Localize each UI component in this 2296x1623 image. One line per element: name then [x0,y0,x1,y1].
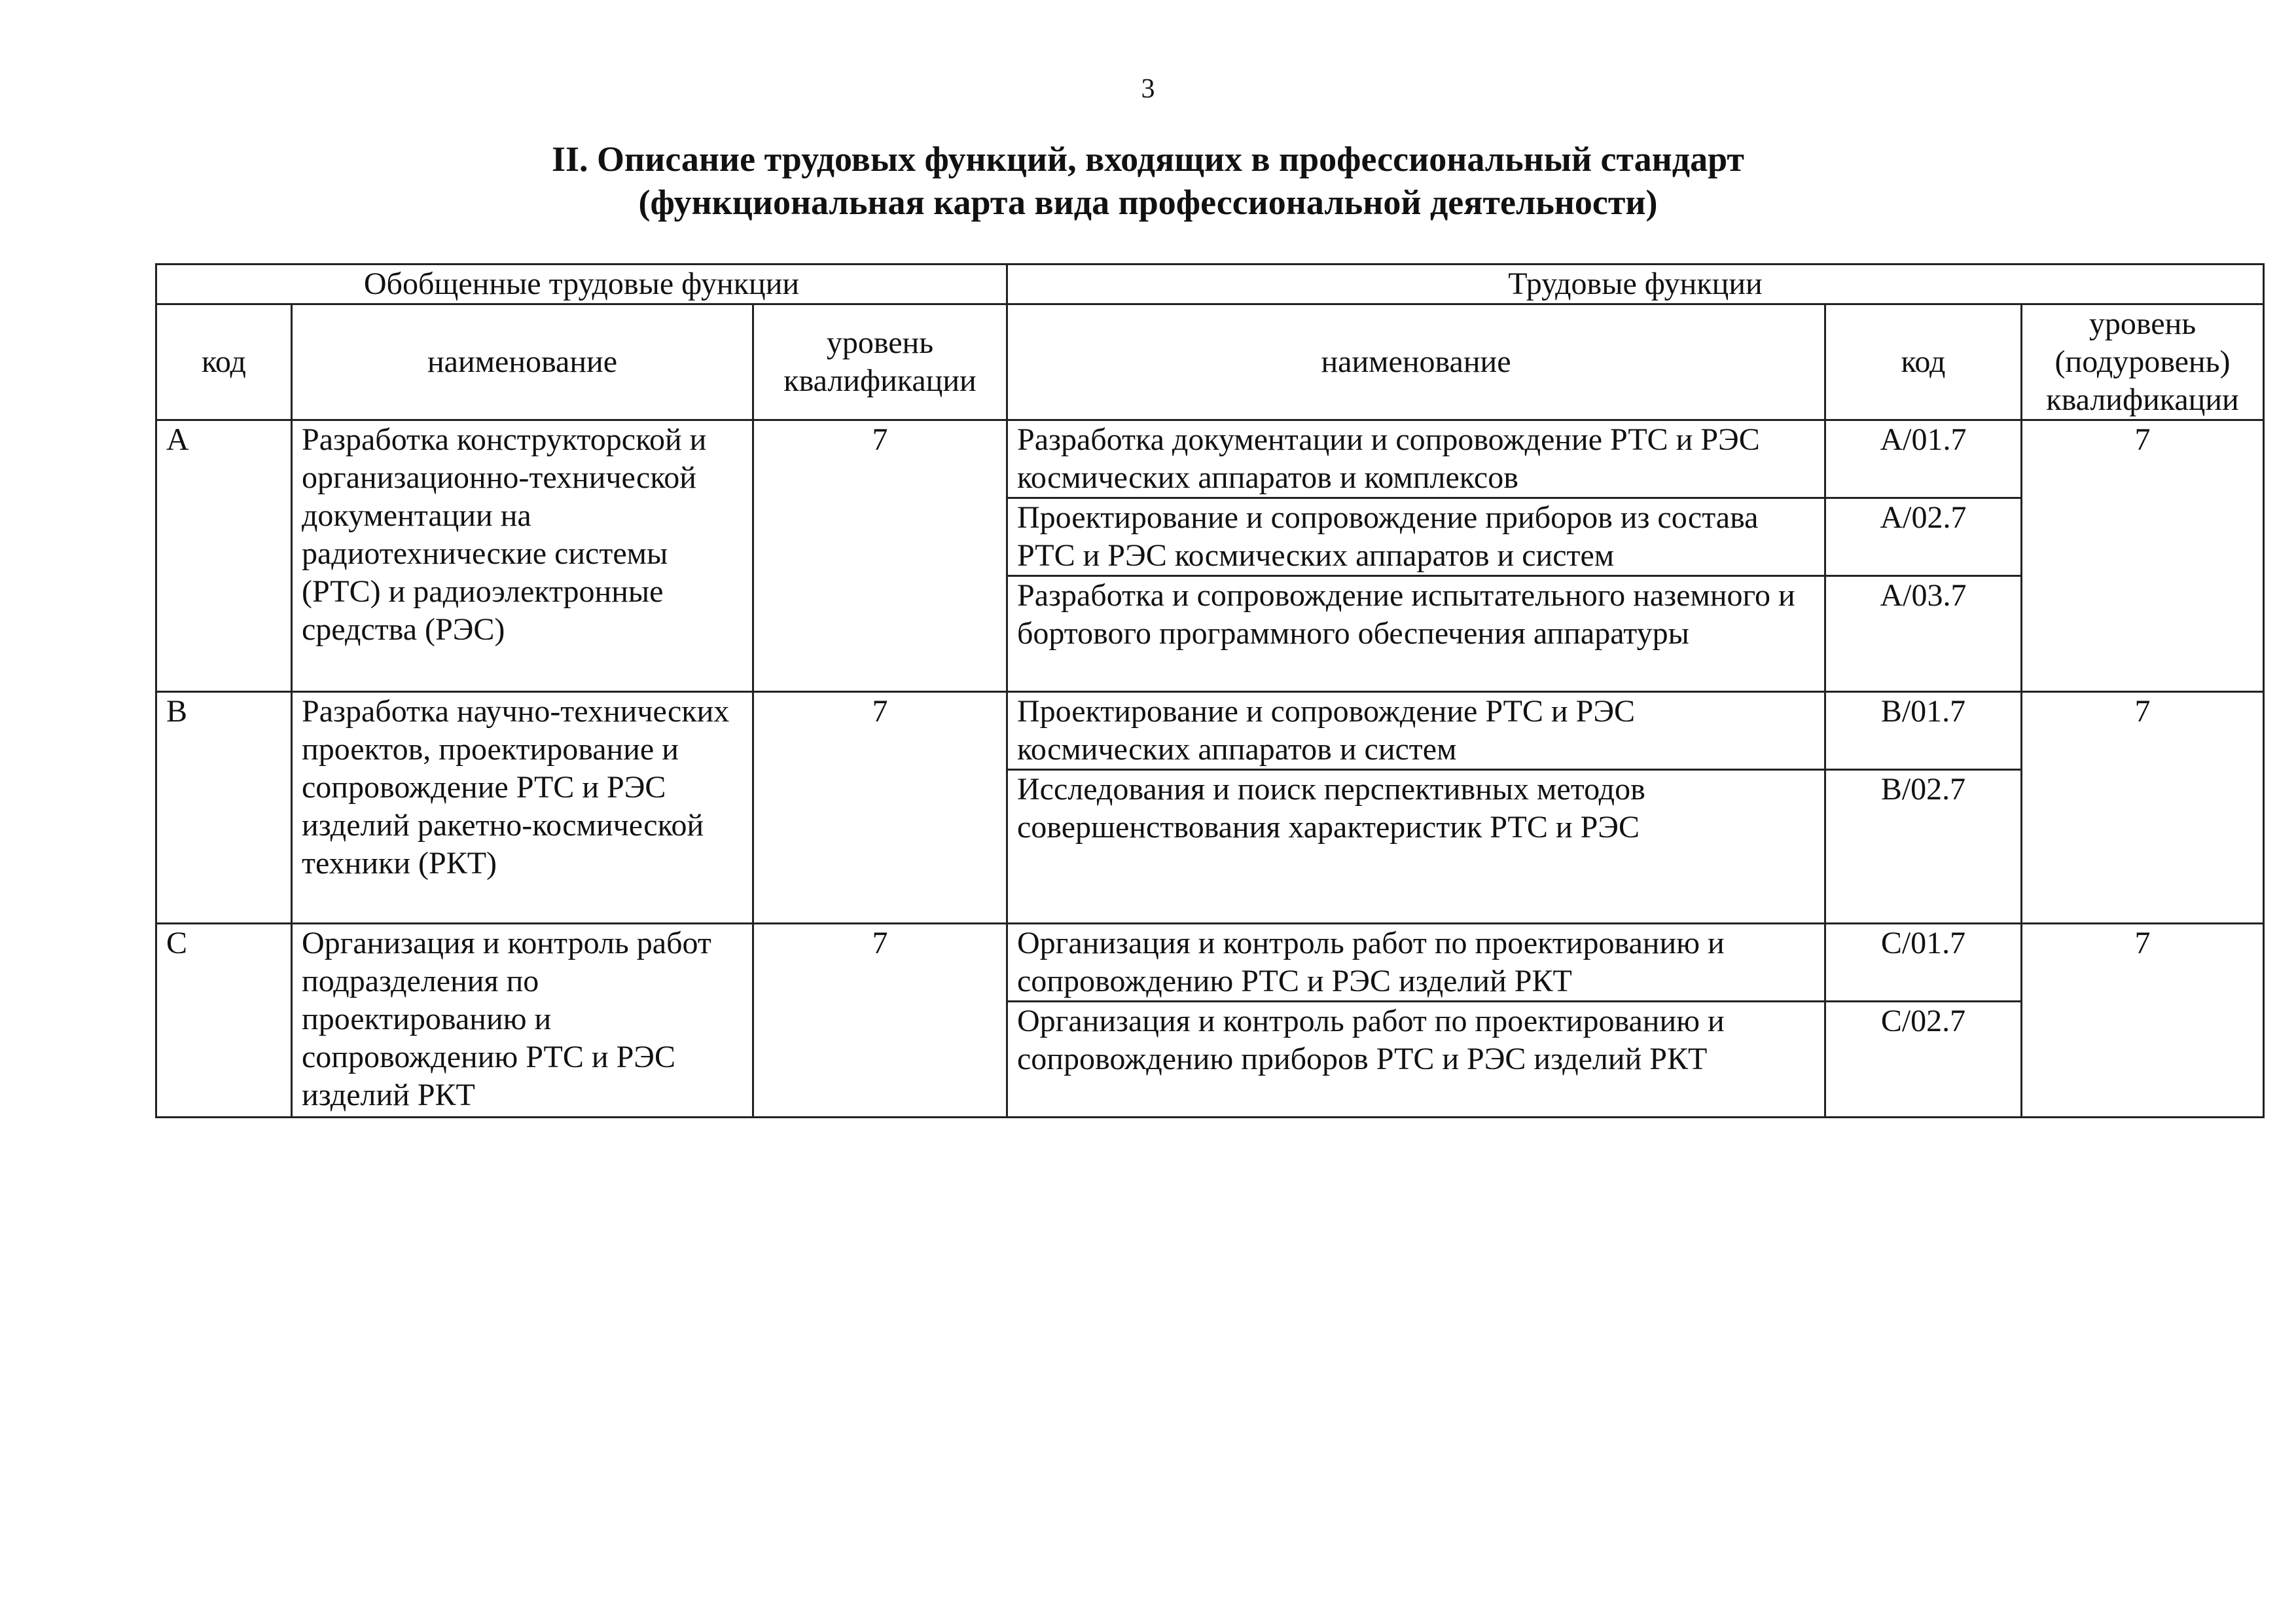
functional-map-table [155,263,2265,1118]
col-fn-level: уровень (подуровень) квалификации [2022,304,2264,420]
col-gen-code: код [156,304,292,420]
section-title-line-2: (функциональная карта вида профессиональной деятельности) [638,183,1658,222]
gen-code-cell: A [156,420,292,692]
section-title [0,137,2296,224]
fn-name-cell: Исследования и поиск перспективных методов совершенствования характеристик РТС и РЭС [1007,770,1825,924]
gen-name-cell: Разработка конструкторской и организационно-технической документации на радиотехнические системы (РТС) и радиоэлектронные средства (РЭС) [292,420,753,692]
column-header-row [156,304,2264,420]
table-row [156,692,2264,770]
fn-code-cell: A/03.7 [1825,576,2022,692]
col-gen-name: наименование [292,304,753,420]
section-title-line-1: II. Описание трудовых функций, входящих в профессиональный стандарт [552,139,1744,179]
gen-name-cell: Организация и контроль работ подразделения по проектированию и сопровождению РТС и РЭС изделий РКТ [292,924,753,1118]
group-header-row [156,264,2264,304]
gen-code-cell: B [156,692,292,924]
fn-level-cell: 7 [2022,692,2264,924]
gen-level-cell: 7 [753,924,1007,1118]
fn-name-cell: Разработка документации и сопровождение РТС и РЭС космических аппаратов и комплексов [1007,420,1825,498]
page-number: 3 [1141,74,1155,104]
gen-level-cell: 7 [753,692,1007,924]
table-row [156,420,2264,498]
fn-code-cell: C/01.7 [1825,924,2022,1002]
fn-code-cell: A/02.7 [1825,498,2022,576]
gen-code-cell: C [156,924,292,1118]
fn-code-cell: C/02.7 [1825,1002,2022,1118]
fn-name-cell: Разработка и сопровождение испытательного наземного и бортового программного обеспечения аппаратуры [1007,576,1825,692]
labor-functions-header: Трудовые функции [1007,264,2264,304]
col-gen-level: уровень квалификации [753,304,1007,420]
fn-level-cell: 7 [2022,924,2264,1118]
gen-level-cell: 7 [753,420,1007,692]
col-fn-code: код [1825,304,2022,420]
fn-code-cell: A/01.7 [1825,420,2022,498]
gen-name-cell: Разработка научно-технических проектов, проектирование и сопровождение РТС и РЭС изделий ракетно-космической техники (РКТ) [292,692,753,924]
fn-name-cell: Организация и контроль работ по проектированию и сопровождению РТС и РЭС изделий РКТ [1007,924,1825,1002]
fn-code-cell: B/01.7 [1825,692,2022,770]
fn-name-cell: Проектирование и сопровождение РТС и РЭС космических аппаратов и систем [1007,692,1825,770]
fn-name-cell: Проектирование и сопровождение приборов из состава РТС и РЭС космических аппаратов и систем [1007,498,1825,576]
fn-name-cell: Организация и контроль работ по проектированию и сопровождению приборов РТС и РЭС изделий РКТ [1007,1002,1825,1118]
fn-level-cell: 7 [2022,420,2264,692]
fn-code-cell: B/02.7 [1825,770,2022,924]
generalized-functions-header: Обобщенные трудовые функции [156,264,1007,304]
col-fn-name: наименование [1007,304,1825,420]
table-row [156,924,2264,1002]
